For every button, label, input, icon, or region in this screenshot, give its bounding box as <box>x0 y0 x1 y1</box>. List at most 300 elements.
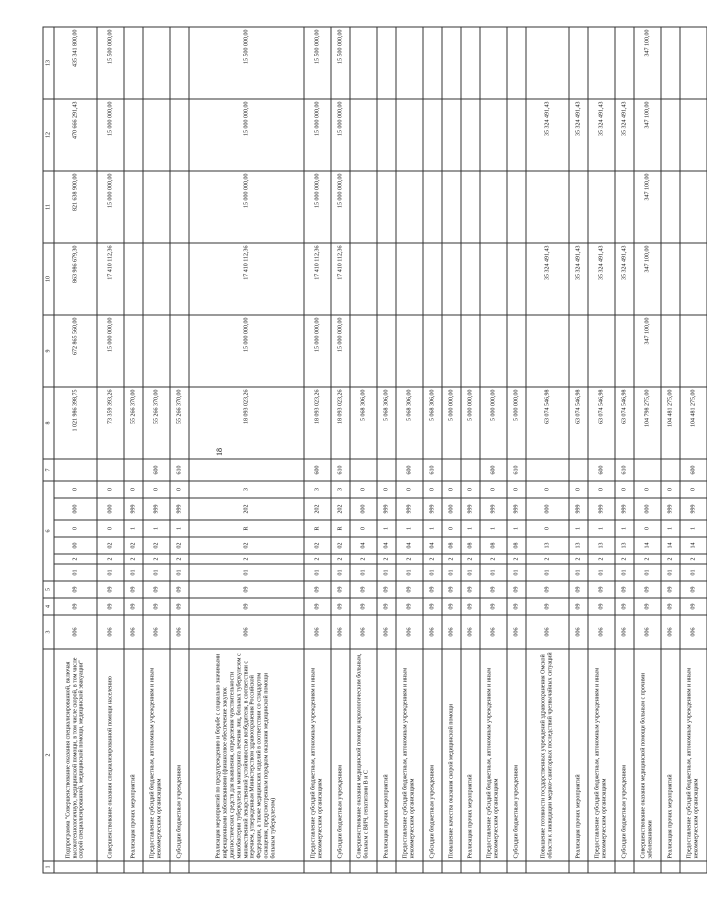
cell-code-section: 09 <box>423 598 442 615</box>
cell-code-target: 0 <box>423 481 442 498</box>
cell-amount <box>569 27 588 99</box>
cell-amount: 15 000 000,00 <box>331 99 350 171</box>
cell-amount <box>442 243 461 315</box>
cell-code-target: 02 <box>124 537 143 554</box>
cell-code-target: 2 <box>661 554 680 564</box>
cell-code-target: 01 <box>634 564 661 581</box>
cell-amount <box>526 27 569 99</box>
cell-amount <box>526 171 569 243</box>
cell-name: Совершенствование оказания медицинской помощи больным с прочими заболеваниями <box>634 649 661 861</box>
cell-code-target: 0 <box>507 481 526 498</box>
cell-code-target: 1 <box>680 520 707 537</box>
table-row <box>507 27 526 873</box>
cell-code-target: 00 <box>54 537 97 554</box>
cell-code-grbs: 006 <box>507 615 526 649</box>
cell-amount: 15 000 000,00 <box>304 171 331 243</box>
cell-amount: 55 266 370,00 <box>170 387 189 459</box>
cell-amount: 17 410 112,36 <box>189 243 304 315</box>
cell-code-section: 09 <box>189 598 304 615</box>
cell-amount <box>680 27 707 99</box>
cell-amount: 15 000 000,00 <box>97 171 124 243</box>
cell-code-target: 1 <box>661 520 680 537</box>
cell-amount <box>396 27 423 99</box>
cell-amount <box>615 171 634 243</box>
cell-amount <box>507 99 526 171</box>
cell-name: Реализация прочих мероприятий <box>461 649 480 861</box>
cell-code-target: 000 <box>442 498 461 520</box>
cell-code-subsection: 09 <box>615 581 634 598</box>
cell-code-subsection: 09 <box>304 581 331 598</box>
cell-code-target: 1 <box>569 520 588 537</box>
cell-code-subsection: 09 <box>423 581 442 598</box>
cell-code-target: 999 <box>170 498 189 520</box>
cell-amount: 5 068 306,00 <box>423 387 442 459</box>
cell-code-target: 01 <box>97 564 124 581</box>
cell-amount: 5 068 306,00 <box>350 387 377 459</box>
cell-code-target: 01 <box>377 564 396 581</box>
cell-code-section: 09 <box>143 598 170 615</box>
cell-code-grbs: 006 <box>97 615 124 649</box>
cell-code-grbs: 006 <box>170 615 189 649</box>
cell-col1 <box>461 861 480 873</box>
cell-code-expense-type: 600 <box>396 459 423 481</box>
cell-code-section: 09 <box>507 598 526 615</box>
cell-amount: 35 324 491,43 <box>569 99 588 171</box>
cell-amount <box>461 99 480 171</box>
cell-code-expense-type <box>634 459 661 481</box>
cell-amount: 35 324 491,43 <box>526 99 569 171</box>
cell-code-target: 02 <box>331 537 350 554</box>
cell-amount <box>480 99 507 171</box>
cell-amount: 5 068 306,00 <box>377 387 396 459</box>
cell-amount <box>170 315 189 387</box>
cell-code-target: 02 <box>170 537 189 554</box>
cell-col1 <box>480 861 507 873</box>
cell-code-target: 01 <box>350 564 377 581</box>
cell-code-target: 2 <box>526 554 569 564</box>
cell-name: Предоставление субсидий бюджетным, автономным учреждениям и иным некоммерческим организациям <box>143 649 170 861</box>
cell-amount: 18 093 023,26 <box>189 387 304 459</box>
cell-code-expense-type <box>442 459 461 481</box>
cell-amount: 35 324 491,43 <box>526 243 569 315</box>
cell-code-target: 999 <box>507 498 526 520</box>
cell-amount <box>661 99 680 171</box>
cell-code-expense-type <box>189 459 304 481</box>
cell-code-expense-type: 600 <box>680 459 707 481</box>
cell-amount <box>396 99 423 171</box>
cell-amount <box>170 27 189 99</box>
col-header: 10 <box>43 243 54 315</box>
cell-code-section: 09 <box>124 598 143 615</box>
cell-code-section: 09 <box>526 598 569 615</box>
cell-code-target: 000 <box>350 498 377 520</box>
cell-code-target: 01 <box>480 564 507 581</box>
cell-code-target: 08 <box>442 537 461 554</box>
cell-amount <box>480 315 507 387</box>
cell-code-target: 2 <box>143 554 170 564</box>
cell-code-target: 14 <box>680 537 707 554</box>
cell-code-subsection: 09 <box>569 581 588 598</box>
cell-code-target: 01 <box>124 564 143 581</box>
cell-code-subsection: 09 <box>170 581 189 598</box>
cell-code-target: 0 <box>526 481 569 498</box>
cell-name: Реализация прочих мероприятий <box>569 649 588 861</box>
cell-amount <box>423 315 442 387</box>
cell-amount: 15 000 000,00 <box>331 315 350 387</box>
table-row <box>634 27 661 873</box>
cell-code-subsection: 09 <box>588 581 615 598</box>
cell-col1 <box>143 861 170 873</box>
table-row <box>124 27 143 873</box>
cell-code-target: 14 <box>634 537 661 554</box>
cell-code-target: 0 <box>442 481 461 498</box>
cell-amount: 18 093 023,26 <box>331 387 350 459</box>
cell-amount <box>143 171 170 243</box>
cell-code-target: 1 <box>423 520 442 537</box>
cell-code-expense-type <box>526 459 569 481</box>
cell-amount: 821 638 900,00 <box>54 171 97 243</box>
cell-amount: 15 000 000,00 <box>331 171 350 243</box>
cell-code-target: 0 <box>396 481 423 498</box>
cell-amount: 15 000 000,00 <box>304 99 331 171</box>
cell-amount: 15 500 000,00 <box>97 27 124 99</box>
cell-code-target: 3 <box>331 481 350 498</box>
cell-name: Совершенствование оказания медицинской помощи наркологическим больным, больным с ВИЧ, гепатитами В и С <box>350 649 377 861</box>
cell-amount <box>680 315 707 387</box>
cell-code-target: 0 <box>461 481 480 498</box>
cell-col1 <box>680 861 707 873</box>
cell-code-expense-type <box>54 459 97 481</box>
cell-code-target: 1 <box>461 520 480 537</box>
cell-code-target: 14 <box>661 537 680 554</box>
cell-col1 <box>569 861 588 873</box>
cell-amount <box>396 243 423 315</box>
cell-code-section: 09 <box>350 598 377 615</box>
cell-amount <box>615 27 634 99</box>
cell-code-expense-type <box>661 459 680 481</box>
cell-code-target: 2 <box>569 554 588 564</box>
cell-name: Субсидии бюджетным учреждениям <box>170 649 189 861</box>
cell-code-target: 0 <box>124 481 143 498</box>
cell-name: Предоставление субсидий бюджетным, автономным учреждениям и иным некоммерческим организациям <box>396 649 423 861</box>
cell-col1 <box>423 861 442 873</box>
cell-amount <box>170 171 189 243</box>
cell-col1 <box>396 861 423 873</box>
cell-amount: 15 000 000,00 <box>97 99 124 171</box>
col-header: 11 <box>43 171 54 243</box>
cell-col1 <box>634 861 661 873</box>
cell-amount: 63 074 546,98 <box>615 387 634 459</box>
cell-amount: 15 000 000,00 <box>189 315 304 387</box>
cell-amount <box>377 315 396 387</box>
cell-amount <box>170 99 189 171</box>
cell-amount: 15 500 000,00 <box>331 27 350 99</box>
cell-amount: 15 500 000,00 <box>189 27 304 99</box>
cell-code-target: 2 <box>423 554 442 564</box>
cell-amount: 55 266 370,00 <box>124 387 143 459</box>
cell-code-grbs: 006 <box>461 615 480 649</box>
cell-col1 <box>124 861 143 873</box>
cell-amount: 104 798 275,00 <box>634 387 661 459</box>
cell-amount <box>461 243 480 315</box>
cell-code-section: 09 <box>569 598 588 615</box>
cell-amount: 17 410 112,36 <box>304 243 331 315</box>
cell-amount <box>569 315 588 387</box>
cell-code-subsection: 09 <box>143 581 170 598</box>
cell-code-target: 01 <box>661 564 680 581</box>
table-row <box>526 27 569 873</box>
cell-code-target: 999 <box>396 498 423 520</box>
cell-amount <box>396 171 423 243</box>
cell-code-section: 09 <box>442 598 461 615</box>
cell-col1 <box>507 861 526 873</box>
cell-amount <box>661 315 680 387</box>
cell-code-grbs: 006 <box>569 615 588 649</box>
cell-code-grbs: 006 <box>304 615 331 649</box>
cell-amount: 63 074 546,98 <box>569 387 588 459</box>
cell-amount <box>143 315 170 387</box>
cell-amount <box>569 171 588 243</box>
cell-amount <box>507 315 526 387</box>
cell-amount <box>480 171 507 243</box>
cell-code-grbs: 006 <box>189 615 304 649</box>
cell-amount: 15 500 000,00 <box>304 27 331 99</box>
cell-code-subsection: 09 <box>54 581 97 598</box>
cell-code-grbs: 006 <box>680 615 707 649</box>
cell-amount <box>442 99 461 171</box>
cell-amount: 5 000 000,00 <box>442 387 461 459</box>
cell-code-grbs: 006 <box>350 615 377 649</box>
cell-name: Предоставление субсидий бюджетным, автономным учреждениям и иным некоммерческим организациям <box>680 649 707 861</box>
cell-code-target: 1 <box>588 520 615 537</box>
cell-col1 <box>526 861 569 873</box>
cell-code-target: 0 <box>442 520 461 537</box>
cell-code-target: 0 <box>350 481 377 498</box>
cell-code-subsection: 09 <box>124 581 143 598</box>
cell-amount <box>423 99 442 171</box>
col-header: 4 <box>43 598 54 615</box>
cell-code-expense-type: 600 <box>304 459 331 481</box>
cell-code-target: 0 <box>143 481 170 498</box>
cell-amount <box>588 27 615 99</box>
cell-amount <box>507 27 526 99</box>
cell-code-target: 999 <box>461 498 480 520</box>
cell-code-target: 02 <box>143 537 170 554</box>
cell-amount <box>377 171 396 243</box>
cell-amount <box>423 171 442 243</box>
cell-code-target: 01 <box>331 564 350 581</box>
cell-code-target: 2 <box>615 554 634 564</box>
cell-name: Предоставление субсидий бюджетным, автономным учреждениям и иным некоммерческим организациям <box>480 649 507 861</box>
cell-code-target: 2 <box>680 554 707 564</box>
cell-code-target: 1 <box>396 520 423 537</box>
cell-code-target: 000 <box>54 498 97 520</box>
cell-amount: 5 000 000,00 <box>480 387 507 459</box>
cell-code-target: 1 <box>480 520 507 537</box>
cell-col1 <box>442 861 461 873</box>
table-row <box>54 27 97 873</box>
table-body <box>54 27 707 873</box>
cell-code-section: 09 <box>54 598 97 615</box>
cell-amount: 347 100,00 <box>634 315 661 387</box>
cell-code-grbs: 006 <box>331 615 350 649</box>
cell-name: Реализация прочих мероприятий <box>377 649 396 861</box>
cell-code-target: 999 <box>143 498 170 520</box>
table-row <box>615 27 634 873</box>
table-row <box>680 27 707 873</box>
cell-amount <box>143 27 170 99</box>
cell-amount <box>377 99 396 171</box>
table-row <box>569 27 588 873</box>
cell-code-target: 02 <box>97 537 124 554</box>
cell-code-target: 2 <box>634 554 661 564</box>
cell-name: Предоставление субсидий бюджетным, автономным учреждениям и иным некоммерческим организациям <box>588 649 615 861</box>
table-row <box>377 27 396 873</box>
cell-code-target: 01 <box>189 564 304 581</box>
cell-code-target: R <box>304 520 331 537</box>
cell-name: Повышение качества оказания скорой медицинской помощи <box>442 649 461 861</box>
cell-code-target: 1 <box>615 520 634 537</box>
cell-amount <box>661 27 680 99</box>
cell-code-target: 000 <box>634 498 661 520</box>
table-row <box>442 27 461 873</box>
table-row <box>396 27 423 873</box>
cell-name: Субсидии бюджетным учреждениям <box>615 649 634 861</box>
cell-code-target: 13 <box>615 537 634 554</box>
cell-code-target: 0 <box>634 520 661 537</box>
cell-code-target: 0 <box>661 481 680 498</box>
cell-code-expense-type: 610 <box>423 459 442 481</box>
cell-amount: 73 359 393,26 <box>97 387 124 459</box>
cell-code-grbs: 006 <box>526 615 569 649</box>
cell-code-section: 09 <box>170 598 189 615</box>
cell-code-target: 999 <box>661 498 680 520</box>
cell-code-subsection: 09 <box>442 581 461 598</box>
cell-code-target: 0 <box>54 520 97 537</box>
cell-code-section: 09 <box>97 598 124 615</box>
cell-amount: 347 100,00 <box>634 171 661 243</box>
cell-code-section: 09 <box>331 598 350 615</box>
cell-col1 <box>377 861 396 873</box>
cell-code-expense-type <box>569 459 588 481</box>
cell-code-section: 09 <box>661 598 680 615</box>
cell-code-target: 0 <box>377 481 396 498</box>
cell-code-target: 2 <box>507 554 526 564</box>
cell-col1 <box>189 861 304 873</box>
table-row <box>97 27 124 873</box>
cell-code-grbs: 006 <box>615 615 634 649</box>
cell-amount: 15 000 000,00 <box>304 315 331 387</box>
cell-code-target: 2 <box>54 554 97 564</box>
cell-amount <box>442 315 461 387</box>
cell-code-expense-type: 610 <box>615 459 634 481</box>
cell-amount <box>615 315 634 387</box>
col-header: 8 <box>43 387 54 459</box>
cell-code-target: 04 <box>396 537 423 554</box>
cell-code-target: 0 <box>588 481 615 498</box>
cell-code-section: 09 <box>480 598 507 615</box>
cell-col1 <box>170 861 189 873</box>
table-row <box>588 27 615 873</box>
cell-code-target: 01 <box>304 564 331 581</box>
col-header: 12 <box>43 99 54 171</box>
cell-amount <box>396 315 423 387</box>
cell-code-section: 09 <box>396 598 423 615</box>
cell-col1 <box>97 861 124 873</box>
cell-code-target: 01 <box>569 564 588 581</box>
cell-amount <box>680 99 707 171</box>
cell-code-target: 04 <box>350 537 377 554</box>
col-header: 9 <box>43 315 54 387</box>
cell-code-target: 202 <box>331 498 350 520</box>
cell-amount: 55 266 370,00 <box>143 387 170 459</box>
table-row <box>170 27 189 873</box>
cell-code-target: 01 <box>680 564 707 581</box>
col-header: 2 <box>43 649 54 861</box>
cell-code-target: 0 <box>97 520 124 537</box>
cell-code-subsection: 09 <box>661 581 680 598</box>
cell-code-grbs: 006 <box>480 615 507 649</box>
cell-code-grbs: 006 <box>124 615 143 649</box>
cell-amount: 15 000 000,00 <box>189 171 304 243</box>
cell-code-expense-type <box>124 459 143 481</box>
cell-amount: 347 100,00 <box>634 27 661 99</box>
cell-code-target: 08 <box>507 537 526 554</box>
cell-code-subsection: 09 <box>634 581 661 598</box>
cell-name: Предоставление субсидий бюджетным, автономным учреждениям и иным некоммерческим организациям <box>304 649 331 861</box>
cell-amount <box>124 243 143 315</box>
cell-code-target: 2 <box>396 554 423 564</box>
cell-code-target: 2 <box>588 554 615 564</box>
col-header: 7 <box>43 459 54 481</box>
cell-code-subsection: 09 <box>461 581 480 598</box>
cell-name: Субсидии бюджетным учреждениям <box>423 649 442 861</box>
col-header: 13 <box>43 27 54 99</box>
cell-amount <box>377 27 396 99</box>
cell-code-subsection: 09 <box>377 581 396 598</box>
cell-amount <box>350 27 377 99</box>
cell-code-target: 1 <box>170 520 189 537</box>
cell-code-target: 0 <box>634 481 661 498</box>
cell-amount: 672 865 560,00 <box>54 315 97 387</box>
cell-col1 <box>615 861 634 873</box>
cell-code-expense-type: 600 <box>143 459 170 481</box>
cell-col1 <box>331 861 350 873</box>
cell-code-target: 01 <box>442 564 461 581</box>
cell-code-target: 01 <box>423 564 442 581</box>
cell-name: Реализация прочих мероприятий <box>661 649 680 861</box>
cell-amount: 347 100,00 <box>634 243 661 315</box>
cell-amount <box>507 171 526 243</box>
cell-code-target: 0 <box>526 520 569 537</box>
cell-amount: 5 000 000,00 <box>507 387 526 459</box>
cell-amount <box>350 243 377 315</box>
cell-code-subsection: 09 <box>480 581 507 598</box>
cell-code-target: 2 <box>331 554 350 564</box>
cell-code-expense-type <box>461 459 480 481</box>
cell-code-target: 1 <box>377 520 396 537</box>
page-number: 18 <box>215 448 224 456</box>
cell-code-target: R <box>189 520 304 537</box>
cell-code-target: 2 <box>442 554 461 564</box>
cell-amount: 35 324 491,43 <box>615 99 634 171</box>
cell-amount <box>480 27 507 99</box>
cell-code-target: 2 <box>304 554 331 564</box>
cell-code-target: 01 <box>461 564 480 581</box>
cell-code-subsection: 09 <box>189 581 304 598</box>
cell-code-target: 04 <box>377 537 396 554</box>
cell-amount: 104 481 275,00 <box>661 387 680 459</box>
